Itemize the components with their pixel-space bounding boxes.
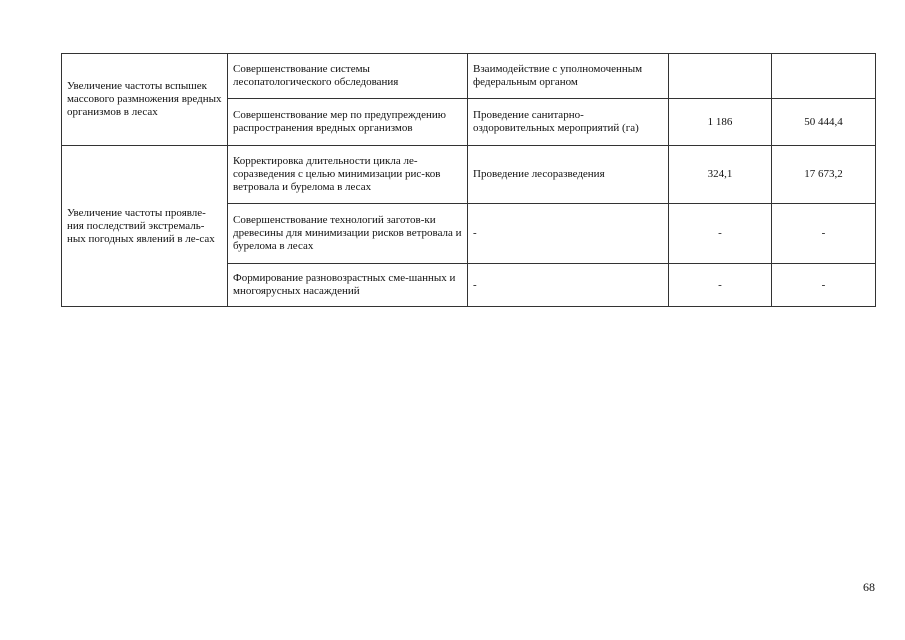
- value2-cell: [772, 54, 876, 99]
- measure-cell: Формирование разновозрастных сме-шанных и многоярусных насаждений: [228, 264, 468, 307]
- risk-cell: Увеличение частоты вспышек массового размножения вредных организмов в лесах: [62, 54, 228, 146]
- indicator-cell: Проведение санитарно-оздоровительных мероприятий (га): [468, 99, 669, 146]
- page-number: 68: [863, 580, 875, 594]
- value2-cell: 50 444,4: [772, 99, 876, 146]
- value1-cell: -: [669, 204, 772, 264]
- indicator-cell: -: [468, 204, 669, 264]
- measure-cell: Совершенствование технологий заготов-ки древесины для минимизации рисков ветровала и бурелома в лесах: [228, 204, 468, 264]
- value1-cell: [669, 54, 772, 99]
- measure-cell: Совершенствование мер по предупреждению распространения вредных организмов: [228, 99, 468, 146]
- table-row: [62, 54, 876, 99]
- value2-cell: -: [772, 204, 876, 264]
- value2-cell: -: [772, 264, 876, 307]
- value1-cell: -: [669, 264, 772, 307]
- measure-cell: Корректировка длительности цикла ле-соразведения с целью минимизации рис-ков ветровала и бурелома в лесах: [228, 146, 468, 204]
- value1-cell: 324,1: [669, 146, 772, 204]
- indicator-cell: Проведение лесоразведения: [468, 146, 669, 204]
- risk-cell: Увеличение частоты проявле-ния последствий экстремаль-ных погодных явлений в ле-сах: [62, 146, 228, 307]
- value1-cell: 1 186: [669, 99, 772, 146]
- value2-cell: 17 673,2: [772, 146, 876, 204]
- adaptation-measures-table: [61, 53, 876, 307]
- measure-cell: Совершенствование системы лесопатологического обследования: [228, 54, 468, 99]
- indicator-cell: -: [468, 264, 669, 307]
- table-row: [62, 146, 876, 204]
- indicator-cell: Взаимодействие с уполномоченным федеральным органом: [468, 54, 669, 99]
